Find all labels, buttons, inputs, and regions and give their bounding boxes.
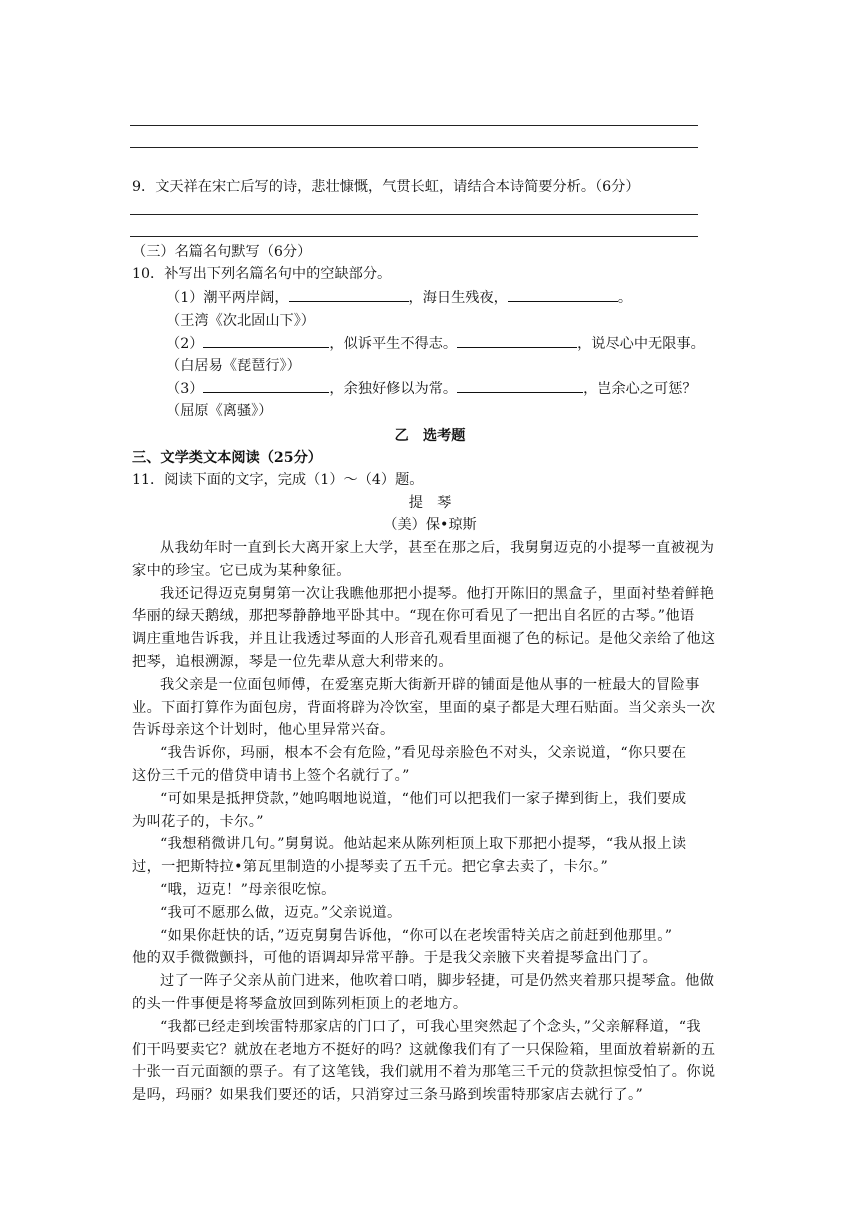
story-line: 的头一件事便是将琴盒放回到陈列柜顶上的老地方。	[132, 996, 468, 1012]
section-title: 三、文学类文本阅读（25分）	[132, 450, 322, 466]
story-line: 调庄重地告诉我，并且让我透过琴面的人形音孔观看里面褪了色的标记。是他父亲给了他这	[132, 631, 716, 648]
story-line: 把琴，追根溯源，琴是一位先辈从意大利带来的。	[132, 654, 453, 670]
question-11: 11．阅读下面的文字，完成（1）～（4）题。	[132, 472, 424, 488]
story-line: 他的双手微微颤抖，可他的语调却异常平静。于是我父亲腋下夹着提琴盒出门了。	[132, 950, 658, 967]
story-line: 我还记得迈克舅舅第一次让我瞧他那把小提琴。他打开陈旧的黑盒子，里面衬垫着鲜艳	[160, 585, 715, 602]
story-author: （美）保•琼斯	[383, 517, 477, 533]
story-title: 提 琴	[408, 495, 452, 511]
story-line: 业。下面打算作为面包房，背面将辟为冷饮室，里面的桌子都是大理石贴面。当父亲头一次	[132, 699, 716, 716]
answer-blank[interactable]	[457, 378, 583, 393]
answer-blank[interactable]	[203, 333, 329, 348]
fill-item-2: （2） ，似诉平生不得志。 ，说尽心中无限事。	[166, 333, 766, 355]
story-line: 我父亲是一位面包师傅，在爱塞克斯大街新开辟的铺面是他从事的一桩最大的冒险事	[160, 676, 700, 693]
story-line: 过，一把斯特拉•第瓦里制造的小提琴卖了五千元。把它拿去卖了，卡尔。”	[132, 859, 609, 876]
story-line: “可如果是抵押贷款，”她呜咽地说道，“他们可以把我们一家子撵到街上，我们要成	[160, 790, 687, 807]
story-line: 家中的珍宝。它已成为某种象征。	[132, 562, 351, 579]
answer-blank[interactable]	[457, 333, 577, 348]
answer-blank[interactable]	[508, 287, 618, 302]
question-9: 9．文天祥在宋亡后写的诗，悲壮慷慨，气贯长虹，请结合本诗简要分析。（6分）	[132, 179, 640, 195]
fill-item-3: （3） ，余独好修以为常。 ，岂余心之可惩？	[166, 378, 766, 400]
story-line: “我告诉你，玛丽，根本不会有危险，”看见母亲脸色不对头，父亲说道，“你只要在	[160, 745, 687, 762]
answer-line	[130, 147, 698, 148]
story-line: 过了一阵子父亲从前门进来，他吹着口哨，脚步轻捷，可是仍然夹着那只提琴盒。他做	[160, 973, 715, 990]
section-heading: （三）名篇名句默写（6分）	[132, 244, 312, 260]
story-line: “我都已经走到埃雷特那家店的门口了，可我心里突然起了个念头，”父亲解释道，“我	[160, 1018, 702, 1035]
answer-line	[130, 125, 698, 126]
source-citation: （屈原《离骚》）	[166, 403, 273, 419]
part-heading: 乙 选考题	[394, 428, 466, 444]
story-line: 为叫花子的，卡尔。”	[132, 813, 264, 830]
story-line: “我想稍微讲几句。”舅舅说。他站起来从陈列柜顶上取下那把小提琴，“我从报上读	[160, 836, 687, 853]
story-line: “我可不愿那么做，迈克。”父亲说道。	[160, 904, 402, 921]
story-line: “哦，迈克！”母亲很吃惊。	[160, 882, 336, 898]
question-10: 10．补写出下列名篇名句中的空缺部分。	[132, 266, 392, 282]
answer-blank[interactable]	[203, 378, 329, 393]
fill-item-1: （1）潮平两岸阔， ，海日生残夜， 。	[166, 287, 766, 309]
source-citation: （王湾《次北固山下》）	[166, 313, 315, 329]
story-line: 十张一百元面额的票子。有了这笔钱，我们就用不着为那笔三千元的贷款担惊受怕了。你说	[132, 1064, 716, 1081]
story-line: 是吗，玛丽？如果我们要还的话，只消穿过三条马路到埃雷特那家店去就行了。”	[132, 1087, 644, 1104]
story-line: 告诉母亲这个计划时，他心里异常兴奋。	[132, 722, 395, 739]
story-line: 从我幼年时一直到长大离开家上大学，甚至在那之后，我舅舅迈克的小提琴一直被视为	[160, 540, 715, 556]
story-line: “如果你赶快的话，”迈克舅舅告诉他，“你可以在老埃雷特关店之前赶到他那里。”	[160, 927, 673, 944]
source-citation: （白居易《琵琶行》）	[166, 358, 301, 374]
story-line: 这份三千元的借贷申请书上签个名就行了。”	[132, 768, 410, 784]
answer-line	[130, 236, 698, 237]
answer-line	[130, 214, 698, 215]
answer-blank[interactable]	[289, 287, 409, 302]
story-line: 华丽的绿天鹅绒，那把琴静静地平卧其中。“现在你可看见了一把出自名匠的古琴。”他语	[132, 608, 695, 625]
story-line: 们干吗要卖它？就放在老地方不挺好的吗？这就像我们有了一只保险箱，里面放着崭新的五	[132, 1041, 716, 1058]
